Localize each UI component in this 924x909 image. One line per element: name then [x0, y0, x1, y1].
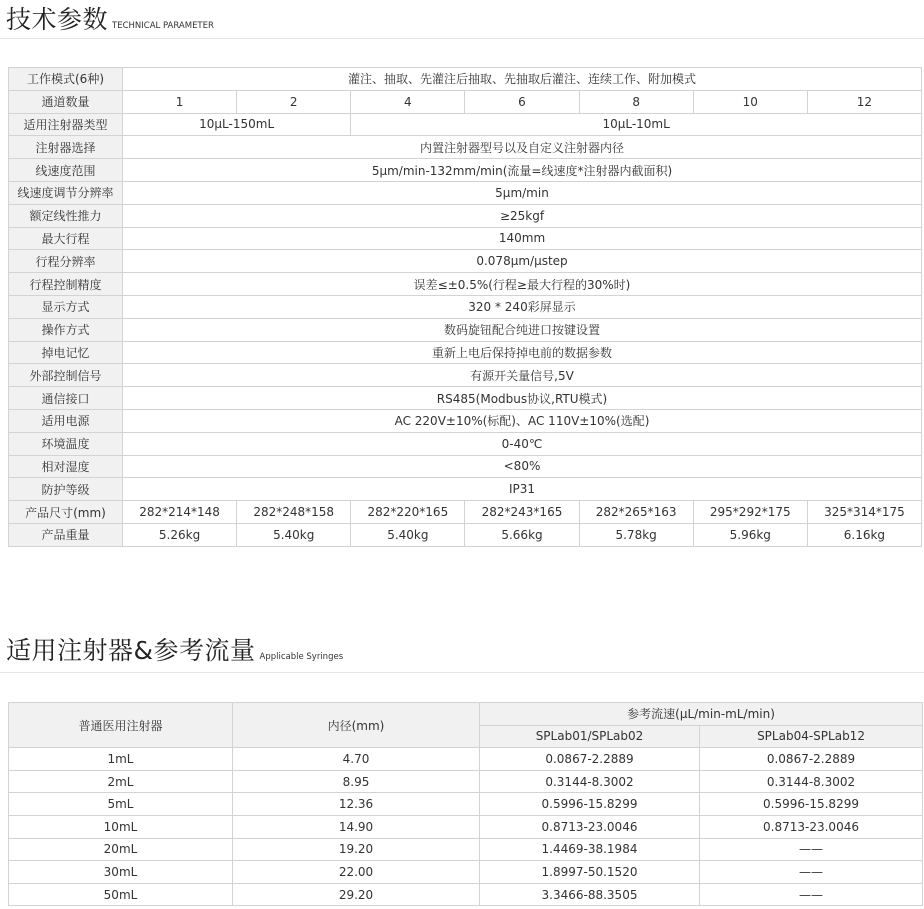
table-row — [9, 90, 922, 113]
table-cell: <80% — [123, 455, 922, 478]
table-cell: 0.8713-23.0046 — [480, 815, 700, 838]
table-cell: 4 — [351, 90, 465, 113]
table-cell: 误差≤±0.5%(行程≥最大行程的30%时) — [123, 273, 922, 296]
table-cell: 2mL — [9, 770, 233, 793]
table-row — [9, 318, 922, 341]
table-cell: 20mL — [9, 838, 233, 861]
row-label: 额定线性推力 — [9, 204, 123, 227]
row-label: 适用电源 — [9, 409, 123, 432]
table-row — [9, 432, 922, 455]
table-row — [9, 341, 922, 364]
row-label: 适用注射器类型 — [9, 113, 123, 136]
table-cell: 5.40kg — [351, 523, 465, 546]
table-cell: AC 220V±10%(标配)、AC 110V±10%(选配) — [123, 409, 922, 432]
table-cell: 0.5996-15.8299 — [700, 793, 923, 816]
table-cell: 282*220*165 — [351, 501, 465, 524]
table-cell: 2 — [237, 90, 351, 113]
applicable-syringes-heading — [6, 631, 343, 667]
table-row — [9, 455, 922, 478]
row-label: 相对湿度 — [9, 455, 123, 478]
row-label: 产品重量 — [9, 523, 123, 546]
table-cell: 5.66kg — [465, 523, 579, 546]
table-row — [9, 523, 922, 546]
table-row — [9, 501, 922, 524]
table-cell: 30mL — [9, 861, 233, 884]
table-cell: 10μL-150mL — [123, 113, 351, 136]
table-row — [9, 748, 923, 771]
row-label: 工作模式(6种) — [9, 68, 123, 91]
row-label: 线速度调节分辨率 — [9, 181, 123, 204]
table-cell: 0.8713-23.0046 — [700, 815, 923, 838]
table-cell: 有源开关量信号,5V — [123, 364, 922, 387]
row-label: 行程控制精度 — [9, 273, 123, 296]
table-row — [9, 838, 923, 861]
table-cell: 1.4469-38.1984 — [480, 838, 700, 861]
table-cell: —— — [700, 861, 923, 884]
table-header-row — [9, 703, 923, 726]
table-cell: —— — [700, 883, 923, 906]
table-cell: 29.20 — [233, 883, 480, 906]
table-row — [9, 364, 922, 387]
table-row — [9, 770, 923, 793]
row-label: 最大行程 — [9, 227, 123, 250]
table-cell: 10mL — [9, 815, 233, 838]
table-cell: 282*243*165 — [465, 501, 579, 524]
header-model-splab01-02: SPLab01/SPLab02 — [480, 725, 700, 748]
table-cell: RS485(Modbus协议,RTU模式) — [123, 387, 922, 410]
table-cell: 0.5996-15.8299 — [480, 793, 700, 816]
table-row — [9, 250, 922, 273]
table-cell: 320 * 240彩屏显示 — [123, 295, 922, 318]
table-cell: 灌注、抽取、先灌注后抽取、先抽取后灌注、连续工作、附加模式 — [123, 68, 922, 91]
table-cell: 5μm/min — [123, 181, 922, 204]
divider — [0, 38, 924, 39]
table-cell: 5mL — [9, 793, 233, 816]
row-label: 线速度范围 — [9, 159, 123, 182]
table-row — [9, 478, 922, 501]
row-label: 环境温度 — [9, 432, 123, 455]
table-cell: 282*265*163 — [579, 501, 693, 524]
table-cell: 5.96kg — [693, 523, 807, 546]
divider — [0, 672, 924, 673]
section-title: 技术参数 — [6, 5, 109, 34]
table-cell: —— — [700, 838, 923, 861]
spec-table — [8, 67, 922, 547]
section-title: 适用注射器&参考流量 — [6, 636, 256, 665]
table-cell: 50mL — [9, 883, 233, 906]
row-label: 外部控制信号 — [9, 364, 123, 387]
row-label: 通道数量 — [9, 90, 123, 113]
table-cell: ≥25kgf — [123, 204, 922, 227]
table-cell: 1.8997-50.1520 — [480, 861, 700, 884]
header-inner-diameter: 内径(mm) — [233, 703, 480, 748]
table-row — [9, 204, 922, 227]
table-row — [9, 883, 923, 906]
header-syringe: 普通医用注射器 — [9, 703, 233, 748]
table-row — [9, 409, 922, 432]
table-cell: 282*248*158 — [237, 501, 351, 524]
table-cell: 数码旋钮配合纯进口按键设置 — [123, 318, 922, 341]
table-cell: 22.00 — [233, 861, 480, 884]
table-cell: 5.26kg — [123, 523, 237, 546]
table-cell: 12.36 — [233, 793, 480, 816]
row-label: 操作方式 — [9, 318, 123, 341]
row-label: 显示方式 — [9, 295, 123, 318]
row-label: 注射器选择 — [9, 136, 123, 159]
table-cell: 1 — [123, 90, 237, 113]
table-cell: 5.78kg — [579, 523, 693, 546]
table-cell: 295*292*175 — [693, 501, 807, 524]
table-cell: 0.3144-8.3002 — [480, 770, 700, 793]
header-model-splab04-12: SPLab04-SPLab12 — [700, 725, 923, 748]
table-row — [9, 793, 923, 816]
section-subtitle: TECHNICAL PARAMETER — [112, 21, 214, 31]
table-row — [9, 815, 923, 838]
row-label: 通信接口 — [9, 387, 123, 410]
table-cell: 0-40℃ — [123, 432, 922, 455]
table-row — [9, 181, 922, 204]
table-cell: 5μm/min-132mm/min(流量=线速度*注射器内截面积) — [123, 159, 922, 182]
table-row — [9, 273, 922, 296]
row-label: 掉电记忆 — [9, 341, 123, 364]
syringe-flow-table — [8, 702, 923, 906]
table-cell: 1mL — [9, 748, 233, 771]
table-cell: 10 — [693, 90, 807, 113]
table-row — [9, 68, 922, 91]
table-cell: 19.20 — [233, 838, 480, 861]
table-cell: 3.3466-88.3505 — [480, 883, 700, 906]
table-cell: IP31 — [123, 478, 922, 501]
table-cell: 282*214*148 — [123, 501, 237, 524]
table-cell: 内置注射器型号以及自定义注射器内径 — [123, 136, 922, 159]
table-cell: 0.0867-2.2889 — [700, 748, 923, 771]
table-cell: 6 — [465, 90, 579, 113]
table-cell: 14.90 — [233, 815, 480, 838]
row-label: 防护等级 — [9, 478, 123, 501]
table-cell: 325*314*175 — [807, 501, 921, 524]
table-cell: 5.40kg — [237, 523, 351, 546]
table-row — [9, 227, 922, 250]
table-cell: 140mm — [123, 227, 922, 250]
header-reference-flow: 参考流速(μL/min-mL/min) — [480, 703, 923, 726]
table-cell: 4.70 — [233, 748, 480, 771]
table-cell: 6.16kg — [807, 523, 921, 546]
table-cell: 重新上电后保持掉电前的数据参数 — [123, 341, 922, 364]
table-cell: 8 — [579, 90, 693, 113]
table-cell: 0.3144-8.3002 — [700, 770, 923, 793]
section-subtitle: Applicable Syringes — [259, 652, 344, 662]
table-row — [9, 136, 922, 159]
table-row — [9, 159, 922, 182]
technical-parameter-heading — [6, 0, 214, 36]
row-label: 行程分辨率 — [9, 250, 123, 273]
table-cell: 8.95 — [233, 770, 480, 793]
table-row — [9, 387, 922, 410]
table-cell: 0.078μm/μstep — [123, 250, 922, 273]
table-cell: 12 — [807, 90, 921, 113]
table-row — [9, 113, 922, 136]
table-cell: 10μL-10mL — [351, 113, 922, 136]
row-label: 产品尺寸(mm) — [9, 501, 123, 524]
table-row — [9, 295, 922, 318]
table-row — [9, 861, 923, 884]
table-cell: 0.0867-2.2889 — [480, 748, 700, 771]
